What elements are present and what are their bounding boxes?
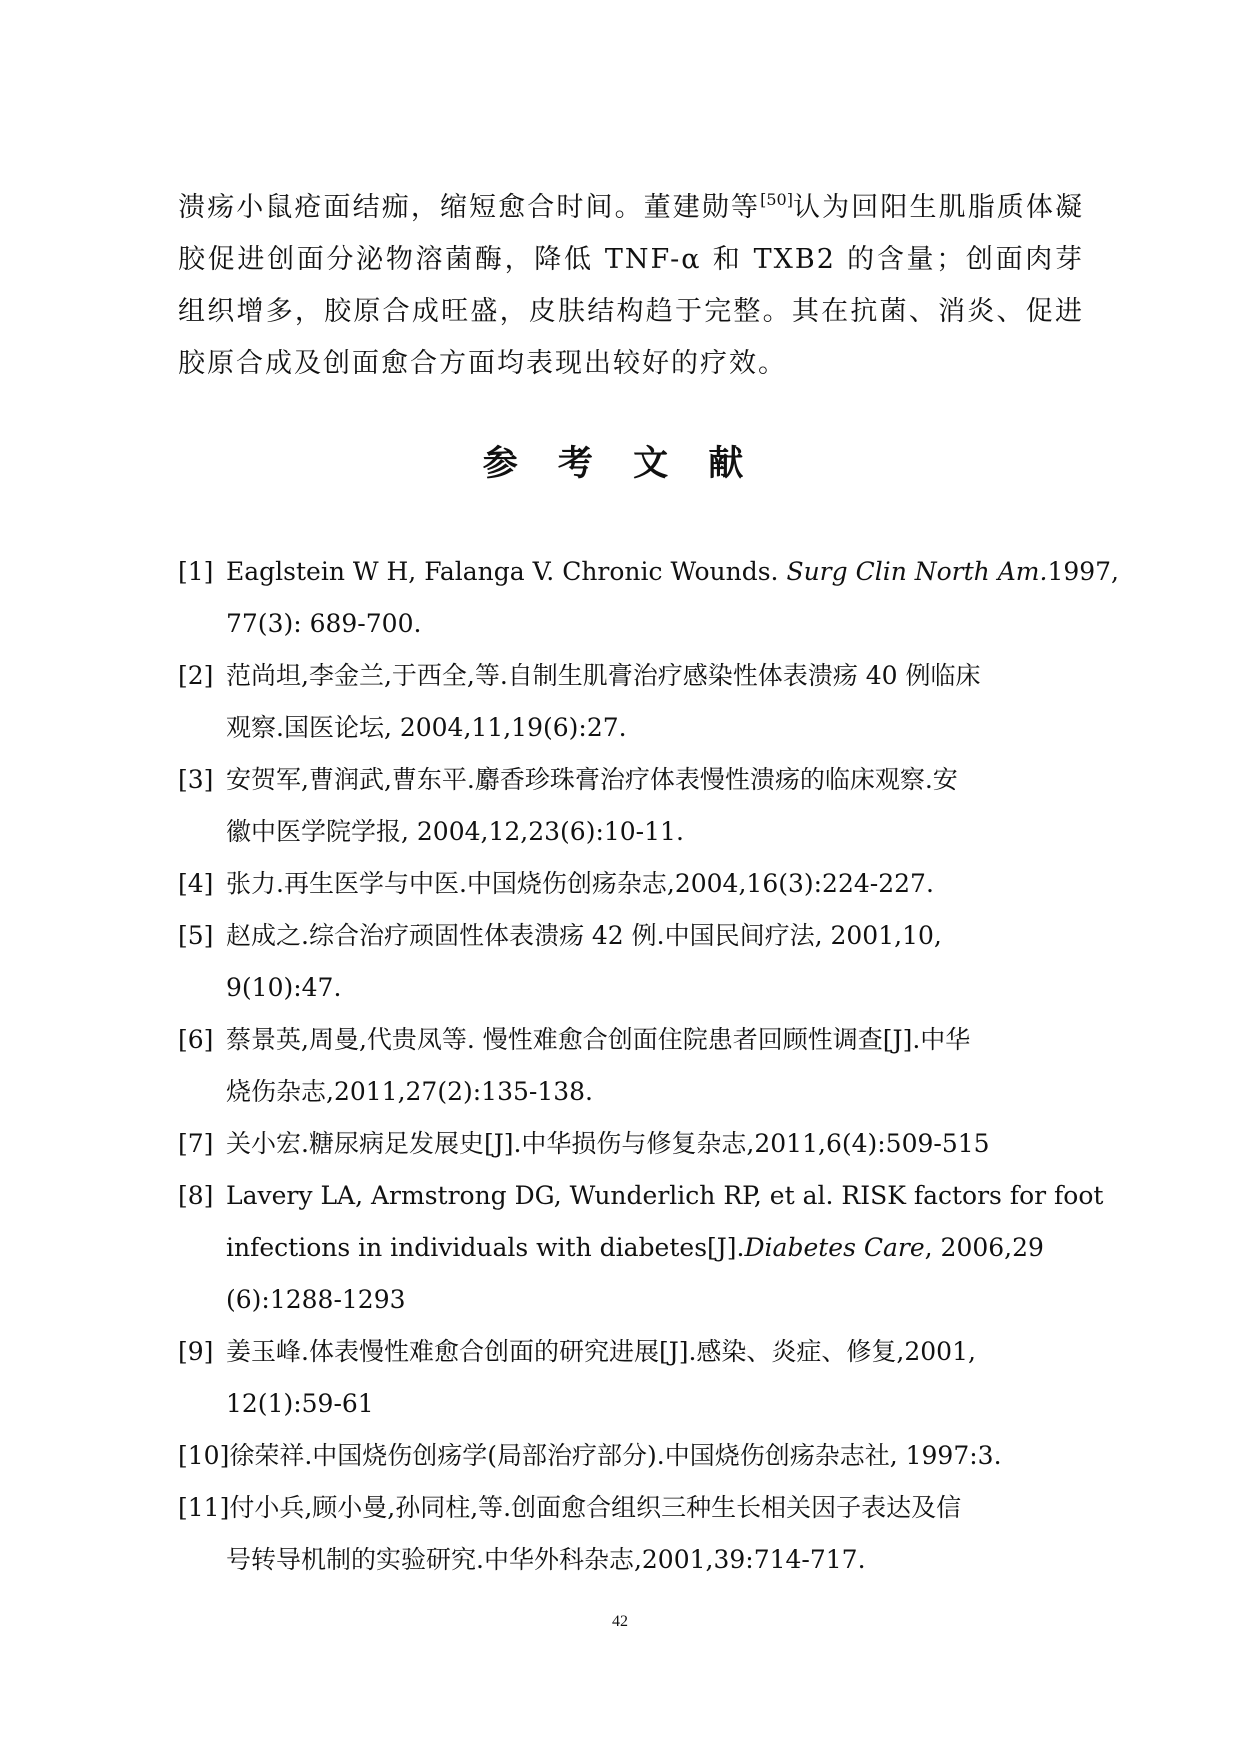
body-text-part2: 认为回阳生肌脂质体凝胶促进创面分泌物溶菌酶，降低 TNF-α 和 TXB2 的含量；创面肉芽组织增多，胶原合成旺盛，皮肤结构趋于完整。其在抗菌、消炎、促进胶原合成及创面愈合方面均表现出较好的疗效。 <box>178 192 1085 379</box>
body-paragraph <box>178 182 1084 390</box>
reference-item <box>178 1118 1088 1170</box>
references-heading: 参 考 文 献 <box>482 444 758 484</box>
reference-line <box>178 1430 1088 1482</box>
reference-number: [4] <box>178 869 214 898</box>
body-text-part1: 溃疡小鼠疮面结痂，缩短愈合时间。董建勋等 <box>178 192 761 223</box>
reference-line: 安贺军,曹润武,曹东平.麝香珍珠膏治疗体表慢性溃疡的临床观察.安 <box>226 765 958 794</box>
reference-item <box>178 650 1088 754</box>
reference-line: 张力.再生医学与中医.中国烧伤创疡杂志,2004,16(3):224-227. <box>226 869 934 898</box>
reference-number: [7] <box>178 1129 214 1158</box>
reference-text: Eaglstein W H, Falanga V. Chronic Wounds. <box>226 557 787 586</box>
reference-item <box>178 858 1088 910</box>
reference-item <box>178 910 1088 1014</box>
reference-list <box>178 546 1120 1586</box>
reference-text: 徐荣祥.中国烧伤创疡学(局部治疗部分).中国烧伤创疡杂志社, 1997:3. <box>229 1441 1002 1470</box>
reference-line: 观察.国医论坛, 2004,11,19(6):27. <box>226 713 627 742</box>
reference-number: [2] <box>178 661 214 690</box>
reference-line <box>226 1222 1088 1274</box>
reference-text: 1997, <box>1047 557 1120 586</box>
reference-number: [5] <box>178 921 214 950</box>
reference-item <box>178 1482 1088 1586</box>
reference-item <box>178 1170 1104 1326</box>
journal-title: Diabetes Care <box>744 1233 925 1262</box>
page-number: 42 <box>612 1613 628 1630</box>
reference-line: 12(1):59-61 <box>226 1389 374 1418</box>
reference-item <box>178 754 1088 858</box>
reference-number: [9] <box>178 1337 214 1366</box>
reference-number: [8] <box>178 1181 214 1210</box>
reference-line: 赵成之.综合治疗顽固性体表溃疡 42 例.中国民间疗法, 2001,10, <box>226 921 942 950</box>
reference-number: [10] <box>178 1441 230 1470</box>
citation-marker: [50] <box>760 190 793 209</box>
reference-item <box>178 1430 1088 1482</box>
reference-number: [6] <box>178 1025 214 1054</box>
reference-item <box>178 1014 1088 1118</box>
journal-title: Surg Clin North Am. <box>786 557 1048 586</box>
reference-line: 徽中医学院学报, 2004,12,23(6):10-11. <box>226 817 684 846</box>
reference-line: 号转导机制的实验研究.中华外科杂志,2001,39:714-717. <box>226 1545 866 1574</box>
reference-line: 姜玉峰.体表慢性难愈合创面的研究进展[J].感染、炎症、修复,2001, <box>226 1337 976 1366</box>
reference-line: 蔡景英,周曼,代贵凤等. 慢性难愈合创面住院患者回顾性调查[J].中华 <box>226 1025 971 1054</box>
reference-number: [11] <box>178 1493 230 1522</box>
reference-line: 9(10):47. <box>226 973 342 1002</box>
reference-text: , 2006,29 <box>924 1233 1044 1262</box>
reference-line: (6):1288-1293 <box>226 1285 406 1314</box>
reference-number: [3] <box>178 765 214 794</box>
reference-line: 77(3): 689-700. <box>226 609 422 638</box>
reference-item <box>178 546 1120 650</box>
reference-line: 烧伤杂志,2011,27(2):135-138. <box>226 1077 593 1106</box>
reference-line <box>226 546 1120 598</box>
reference-number: [1] <box>178 557 214 586</box>
reference-line: 范尚坦,李金兰,于西全,等.自制生肌膏治疗感染性体表溃疡 40 例临床 <box>226 661 981 690</box>
reference-item <box>178 1326 1088 1430</box>
reference-line <box>178 1482 1088 1534</box>
reference-text: 付小兵,顾小曼,孙同柱,等.创面愈合组织三种生长相关因子表达及信 <box>229 1493 962 1522</box>
reference-line: 关小宏.糖尿病足发展史[J].中华损伤与修复杂志,2011,6(4):509-515 <box>226 1129 990 1158</box>
reference-line: Lavery LA, Armstrong DG, Wunderlich RP, et al. RISK factors for foot <box>226 1181 1104 1210</box>
reference-text: infections in individuals with diabetes[J]. <box>226 1233 745 1262</box>
